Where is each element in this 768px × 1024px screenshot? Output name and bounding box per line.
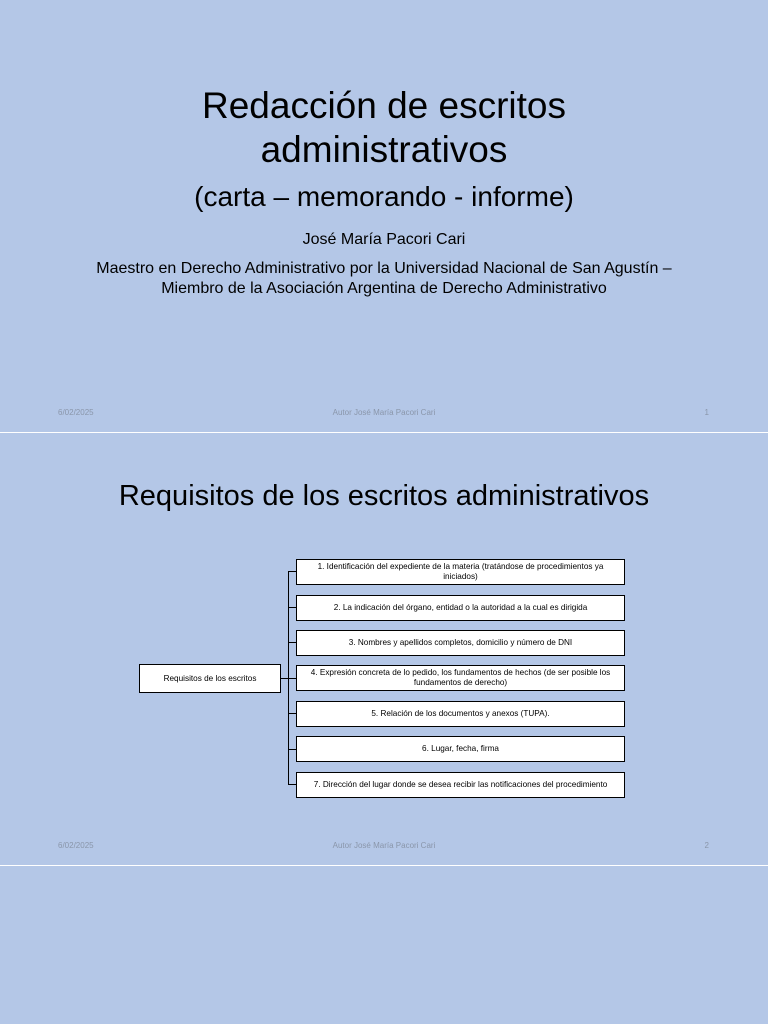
- slide-1-footer-author: Autor José María Pacori Cari: [332, 408, 436, 417]
- connector-item-2: [288, 607, 296, 608]
- slide-2-footer-date: 6/02/2025: [58, 841, 94, 850]
- requirement-box-2: [296, 595, 625, 621]
- author-name: José María Pacori Cari: [302, 231, 466, 248]
- slide-1: [0, 0, 768, 432]
- requirement-box-5: [296, 701, 625, 727]
- slide-2-footer-author: Autor José María Pacori Cari: [332, 841, 436, 850]
- slide-1-title-line-1: Redacción de escritos: [201, 85, 567, 126]
- slide-2-page-number: 2: [704, 841, 709, 850]
- connector-item-5: [288, 713, 296, 714]
- requirement-box-1: [296, 559, 625, 585]
- slide-1-title: [60, 84, 708, 172]
- diagram-root-label: Requisitos de los escritos: [163, 673, 257, 683]
- requirement-box-4: [296, 665, 625, 691]
- connector-item-7: [288, 784, 296, 785]
- requirement-text-1: 1. Identificación del expediente de la materia (tratándose de procedimientos ya iniciados): [317, 562, 604, 581]
- author-description: Maestro en Derecho Administrativo por la Universidad Nacional de San Agustín – Miembro de la Asociación Argentina de Derecho Administrativo: [96, 260, 672, 297]
- requirement-box-3: [296, 630, 625, 656]
- requirement-box-7: [296, 772, 625, 798]
- slide-1-footer-date: 6/02/2025: [58, 408, 94, 417]
- connector-item-6: [288, 749, 296, 750]
- requirement-text-2: 2. La indicación del órgano, entidad o la autoridad a la cual es dirigida: [333, 603, 588, 612]
- slide-2-title: Requisitos de los escritos administrativos: [118, 480, 650, 512]
- slide-1-page-number: 1: [704, 408, 709, 417]
- connector-item-1: [288, 571, 296, 572]
- requirement-text-4: 4. Expresión concreta de lo pedido, los fundamentos de hechos (de ser posible los fundamentos de derecho): [310, 668, 611, 687]
- slide-1-title-line-2: administrativos: [260, 129, 508, 170]
- requirement-box-6: [296, 736, 625, 762]
- connector-item-3: [288, 642, 296, 643]
- requirement-text-5: 5. Relación de los documentos y anexos (TUPA).: [371, 709, 550, 718]
- slide-2: [0, 433, 768, 865]
- connector-item-4: [288, 678, 296, 679]
- requirement-text-3: 3. Nombres y apellidos completos, domicilio y número de DNI: [348, 638, 573, 647]
- requirement-text-7: 7. Dirección del lugar donde se desea recibir las notificaciones del procedimiento: [313, 780, 608, 789]
- slide-3: [0, 866, 768, 1024]
- requirement-text-6: 6. Lugar, fecha, firma: [422, 744, 499, 753]
- diagram-root-node: [139, 664, 281, 693]
- slide-1-subtitle: (carta – memorando - informe): [194, 181, 574, 212]
